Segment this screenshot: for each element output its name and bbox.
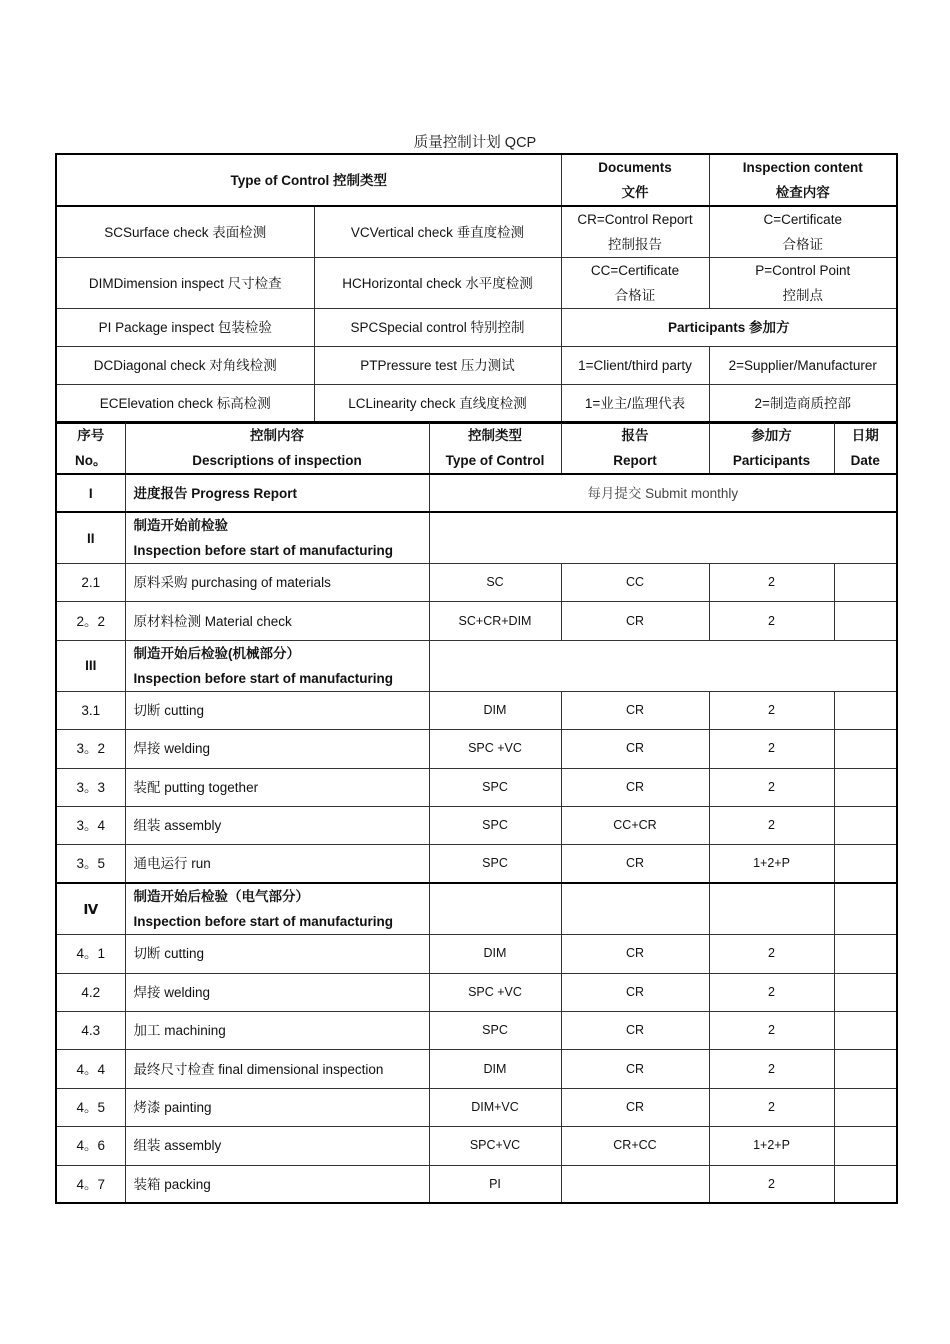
section-no: III xyxy=(56,640,125,691)
table-row xyxy=(56,973,897,1011)
row-no: 4。1 xyxy=(56,935,125,973)
row-description: 焊接 welding xyxy=(125,973,429,1011)
row-no: 4.3 xyxy=(56,1012,125,1050)
row-type: SPC+VC xyxy=(429,1127,561,1165)
table-row xyxy=(56,935,897,973)
row-no: 4.2 xyxy=(56,973,125,1011)
row-type: SC+CR+DIM xyxy=(429,602,561,640)
row-report: CR+CC xyxy=(561,1127,709,1165)
row-no: 4。7 xyxy=(56,1165,125,1203)
row-report: CR xyxy=(561,730,709,768)
table-row xyxy=(56,845,897,883)
row-description: 最终尺寸检查 final dimensional inspection xyxy=(125,1050,429,1088)
row-report: CR xyxy=(561,768,709,806)
row-date xyxy=(834,973,897,1011)
row-report: CR xyxy=(561,845,709,883)
table-row xyxy=(56,1127,897,1165)
row-type: DIM+VC xyxy=(429,1088,561,1126)
legend-cell: SPCSpecial control 特别控制 xyxy=(314,309,561,347)
empty-cell xyxy=(429,512,897,564)
row-report: CR xyxy=(561,935,709,973)
row-description: 烤漆 painting xyxy=(125,1088,429,1126)
section-title: 制造开始后检验(机械部分） Inspection before start of manufacturing xyxy=(125,640,429,691)
row-description: 切断 cutting xyxy=(125,691,429,729)
table-row xyxy=(56,1165,897,1203)
row-participants: 2 xyxy=(709,1165,834,1203)
empty-cell xyxy=(834,883,897,935)
row-report: CC xyxy=(561,564,709,602)
row-description: 原料采购 purchasing of materials xyxy=(125,564,429,602)
header-type: 控制类型 Type of Control xyxy=(429,422,561,474)
table-row xyxy=(56,1050,897,1088)
row-report: CR xyxy=(561,1012,709,1050)
row-date xyxy=(834,845,897,883)
legend-cell: 1=业主/监理代表 xyxy=(561,385,709,423)
row-no: 4。5 xyxy=(56,1088,125,1126)
section-no: II xyxy=(56,512,125,564)
table-row xyxy=(56,730,897,768)
legend-cell: LCLinearity check 直线度检测 xyxy=(314,385,561,423)
row-type: DIM xyxy=(429,1050,561,1088)
legend-cell: 2=制造商质控部 xyxy=(709,385,897,423)
progress-report-note: 每月提交 Submit monthly xyxy=(429,474,897,512)
row-date xyxy=(834,564,897,602)
empty-cell xyxy=(561,883,709,935)
inspection-content-header: Inspection content 检查内容 xyxy=(709,154,897,206)
legend-cell: C=Certificate 合格证 xyxy=(709,206,897,258)
row-description: 组装 assembly xyxy=(125,806,429,844)
legend-cell: SCSurface check 表面检测 xyxy=(56,206,314,258)
row-date xyxy=(834,1050,897,1088)
row-no: 2.1 xyxy=(56,564,125,602)
row-participants: 2 xyxy=(709,806,834,844)
legend-cell: PTPressure test 压力测试 xyxy=(314,347,561,385)
header-description: 控制内容 Descriptions of inspection xyxy=(125,422,429,474)
row-no: 3。5 xyxy=(56,845,125,883)
legend-cell: CC=Certificate 合格证 xyxy=(561,258,709,309)
participants-header: Participants 参加方 xyxy=(561,309,897,347)
row-date xyxy=(834,1012,897,1050)
legend-cell: DIMDimension inspect 尺寸检查 xyxy=(56,258,314,309)
row-participants: 2 xyxy=(709,768,834,806)
row-description: 装配 putting together xyxy=(125,768,429,806)
row-no: 3。4 xyxy=(56,806,125,844)
row-description: 切断 cutting xyxy=(125,935,429,973)
row-description: 加工 machining xyxy=(125,1012,429,1050)
section-title: 进度报告 Progress Report xyxy=(125,474,429,512)
legend-cell: HCHorizontal check 水平度检测 xyxy=(314,258,561,309)
row-date xyxy=(834,1127,897,1165)
row-participants: 2 xyxy=(709,935,834,973)
row-date xyxy=(834,730,897,768)
row-type: SPC xyxy=(429,768,561,806)
row-report: CR xyxy=(561,1050,709,1088)
documents-header: Documents 文件 xyxy=(561,154,709,206)
header-report: 报告 Report xyxy=(561,422,709,474)
table-row xyxy=(56,1088,897,1126)
legend-cell: CR=Control Report 控制报告 xyxy=(561,206,709,258)
type-of-control-header: Type of Control 控制类型 xyxy=(56,154,561,206)
row-type: DIM xyxy=(429,691,561,729)
legend-cell: P=Control Point 控制点 xyxy=(709,258,897,309)
control-type-legend-table xyxy=(55,153,898,424)
row-no: 2。2 xyxy=(56,602,125,640)
row-participants: 2 xyxy=(709,1050,834,1088)
table-row xyxy=(56,564,897,602)
row-date xyxy=(834,806,897,844)
row-participants: 2 xyxy=(709,973,834,1011)
legend-cell: 2=Supplier/Manufacturer xyxy=(709,347,897,385)
row-report: CC+CR xyxy=(561,806,709,844)
legend-cell: ECElevation check 标高检测 xyxy=(56,385,314,423)
row-date xyxy=(834,768,897,806)
row-report: CR xyxy=(561,1088,709,1126)
row-type: SPC xyxy=(429,845,561,883)
row-participants: 2 xyxy=(709,1088,834,1126)
row-type: PI xyxy=(429,1165,561,1203)
row-report: CR xyxy=(561,602,709,640)
row-date xyxy=(834,691,897,729)
row-type: SPC xyxy=(429,806,561,844)
row-description: 组装 assembly xyxy=(125,1127,429,1165)
row-no: 3。2 xyxy=(56,730,125,768)
row-no: 3.1 xyxy=(56,691,125,729)
legend-cell: 1=Client/third party xyxy=(561,347,709,385)
inspection-plan-table xyxy=(55,421,898,1204)
row-participants: 2 xyxy=(709,602,834,640)
row-date xyxy=(834,1088,897,1126)
row-description: 原材料检测 Material check xyxy=(125,602,429,640)
row-participants: 1+2+P xyxy=(709,845,834,883)
row-type: SC xyxy=(429,564,561,602)
header-participants: 参加方 Participants xyxy=(709,422,834,474)
row-no: 4。6 xyxy=(56,1127,125,1165)
legend-cell: VCVertical check 垂直度检测 xyxy=(314,206,561,258)
legend-cell: PI Package inspect 包装检验 xyxy=(56,309,314,347)
row-no: 4。4 xyxy=(56,1050,125,1088)
row-type: SPC +VC xyxy=(429,730,561,768)
row-date xyxy=(834,602,897,640)
row-report: CR xyxy=(561,973,709,1011)
row-participants: 2 xyxy=(709,564,834,602)
table-row xyxy=(56,806,897,844)
row-report: CR xyxy=(561,691,709,729)
section-no: I xyxy=(56,474,125,512)
table-row xyxy=(56,691,897,729)
document-title: 质量控制计划 QCP xyxy=(413,135,537,151)
row-participants: 2 xyxy=(709,691,834,729)
section-no: Ⅳ xyxy=(56,883,125,935)
row-description: 焊接 welding xyxy=(125,730,429,768)
empty-cell xyxy=(429,640,897,691)
row-description: 装箱 packing xyxy=(125,1165,429,1203)
empty-cell xyxy=(429,883,561,935)
legend-cell: DCDiagonal check 对角线检测 xyxy=(56,347,314,385)
row-participants: 1+2+P xyxy=(709,1127,834,1165)
row-participants: 2 xyxy=(709,730,834,768)
empty-cell xyxy=(709,883,834,935)
row-date xyxy=(834,1165,897,1203)
table-row xyxy=(56,768,897,806)
row-report xyxy=(561,1165,709,1203)
row-description: 通电运行 run xyxy=(125,845,429,883)
row-participants: 2 xyxy=(709,1012,834,1050)
header-no: 序号 No。 xyxy=(56,422,125,474)
row-no: 3。3 xyxy=(56,768,125,806)
row-type: DIM xyxy=(429,935,561,973)
row-type: SPC +VC xyxy=(429,973,561,1011)
row-type: SPC xyxy=(429,1012,561,1050)
table-row xyxy=(56,1012,897,1050)
section-title: 制造开始前检验 Inspection before start of manufacturing xyxy=(125,512,429,564)
header-date: 日期 Date xyxy=(834,422,897,474)
row-date xyxy=(834,935,897,973)
section-title: 制造开始后检验（电气部分） Inspection before start of manufacturing xyxy=(125,883,429,935)
table-row xyxy=(56,602,897,640)
